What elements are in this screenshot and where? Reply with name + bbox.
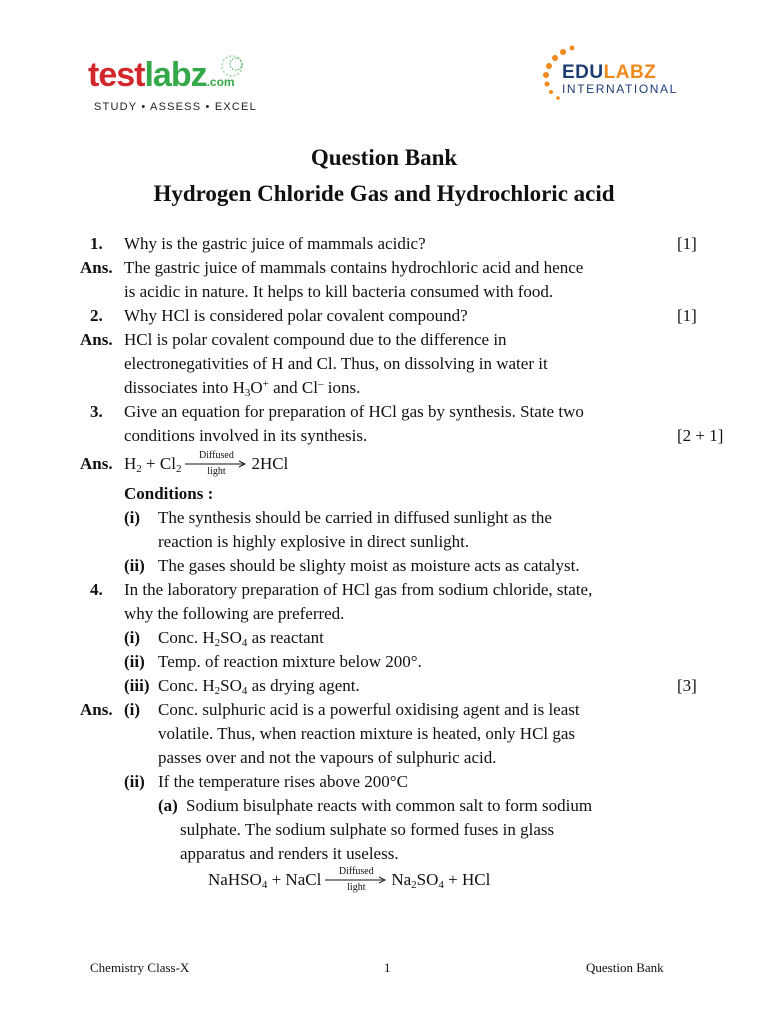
text-segment: and Cl [268, 378, 318, 397]
q2-marks: [1] [677, 306, 697, 325]
q2-ans-line3 [124, 376, 360, 400]
condition-i-line1: The synthesis should be carried in diffused sunlight as the [158, 508, 552, 527]
subscript: 2 [214, 685, 221, 697]
q4-ans-label: Ans. [80, 700, 113, 719]
text-segment: + Cl [141, 454, 176, 473]
footer-title: Question Bank [586, 960, 664, 975]
q1-text: Why is the gastric juice of mammals acidic? [124, 234, 426, 253]
conditions-heading: Conditions : [124, 484, 214, 503]
superscript: – [318, 378, 324, 390]
q3-text-line1: Give an equation for preparation of HCl gas by synthesis. State two [124, 402, 584, 421]
arrow-label-bottom: light [347, 882, 366, 893]
text-segment: + HCl [443, 870, 491, 889]
q2-ans-label: Ans. [80, 330, 113, 349]
logo-text-international: INTERNATIONAL [562, 82, 678, 96]
condition-i-line2: reaction is highly explosive in direct sunlight. [158, 532, 470, 551]
text-segment: dissociates into H [124, 378, 245, 397]
subscript: 3 [244, 387, 251, 399]
page-title: Question Bank [310, 145, 458, 170]
q4-marks: [3] [677, 676, 697, 695]
q4-text-line2: why the following are preferred. [124, 604, 345, 623]
q4-ans-i-line1: Conc. sulphuric acid is a powerful oxidising agent and is least [158, 700, 580, 719]
q4-ans-ii-label: (ii) [124, 772, 145, 791]
arrow-label-top: Diffused [199, 450, 234, 461]
q4-ans-i-line2: volatile. Thus, when reaction mixture is heated, only HCl gas [158, 724, 576, 743]
arrow-label-top: Diffused [338, 866, 374, 877]
q4-ans-i-label: (i) [124, 700, 141, 719]
q2-ans-line1: HCl is polar covalent compound due to the difference in [124, 330, 507, 349]
text-segment: Conc. H [158, 628, 215, 647]
q4-part-iii-text [158, 674, 360, 698]
text-segment: ions. [323, 378, 361, 397]
page-subtitle: Hydrogen Chloride Gas and Hydrochloric acid [153, 181, 615, 206]
logo-tagline: STUDY • ASSESS • EXCEL [94, 101, 257, 113]
text-segment: NaHSO [208, 870, 262, 889]
footer-page-number: 1 [384, 960, 391, 975]
q1-ans-line1: The gastric juice of mammals contains hydrochloric acid and hence [124, 258, 584, 277]
logo-text-labz-right: LABZ [603, 62, 657, 83]
q4-ans-a-line3: apparatus and renders it useless. [180, 844, 399, 863]
arrow-label-bottom: light [207, 466, 226, 477]
text-segment: 2HCl [251, 454, 289, 473]
q4-part-ii-text: Temp. of reaction mixture below 200°. [158, 652, 422, 671]
subscript: 2 [411, 879, 417, 891]
q3-marks: [2 + 1] [677, 426, 724, 445]
reaction-arrow [325, 868, 387, 892]
q4-part-ii-label: (ii) [124, 652, 145, 671]
text-segment: Na [391, 870, 412, 889]
q1-number: 1. [90, 234, 103, 253]
q2-number: 2. [90, 306, 103, 325]
condition-ii-label: (ii) [124, 556, 145, 575]
subscript: 4 [241, 685, 248, 697]
text-segment: + NaCl [267, 870, 322, 889]
q3-text-line2: conditions involved in its synthesis. [124, 426, 368, 445]
q1-marks: [1] [677, 234, 697, 253]
logo-text-labz: labz [144, 56, 207, 94]
subscript: 4 [241, 637, 248, 649]
condition-i-label: (i) [124, 508, 141, 527]
q4-equation [208, 868, 490, 892]
subscript: 2 [175, 463, 182, 475]
subscript: 4 [261, 879, 268, 891]
text-segment: as drying agent. [247, 676, 360, 695]
q4-ans-i-line3: passes over and not the vapours of sulphuric acid. [158, 748, 497, 767]
text-segment: SO [416, 870, 439, 889]
q1-ans-label: Ans. [80, 258, 113, 277]
text-segment: O [250, 378, 263, 397]
q4-ans-a-label: (a) [158, 796, 178, 815]
globe-icon [214, 54, 250, 78]
subscript: 4 [438, 879, 444, 891]
q4-number: 4. [90, 580, 103, 599]
q2-ans-line2: electronegativities of H and Cl. Thus, on dissolving in water it [124, 354, 548, 373]
q1-ans-line2: is acidic in nature. It helps to kill bacteria consumed with food. [124, 282, 554, 301]
subscript: 2 [214, 637, 221, 649]
q4-ans-a-line2: sulphate. The sodium sulphate so formed fuses in glass [180, 820, 555, 839]
text-segment: H [124, 454, 137, 473]
q2-text: Why HCl is considered polar covalent compound? [124, 306, 468, 325]
text-segment: SO [220, 628, 242, 647]
testlabz-logo [88, 56, 258, 113]
q4-part-iii-label: (iii) [124, 676, 150, 695]
q4-ans-ii-text: If the temperature rises above 200°C [158, 772, 408, 791]
logo-text-edu: EDU [562, 62, 604, 83]
text-segment: as reactant [247, 628, 324, 647]
logo-text-test: test [88, 56, 145, 94]
q3-equation [124, 452, 288, 476]
q3-number: 3. [90, 402, 103, 421]
superscript: + [262, 378, 269, 390]
reaction-arrow [185, 452, 247, 476]
q4-ans-a-line1: Sodium bisulphate reacts with common salt to form sodium [186, 796, 593, 815]
condition-ii-text: The gases should be slighty moist as moisture acts as catalyst. [158, 556, 580, 575]
logo-text-com: .com [206, 75, 235, 89]
subscript: 2 [136, 463, 142, 475]
footer-subject: Chemistry Class-X [90, 960, 190, 975]
q4-part-i-label: (i) [124, 628, 141, 647]
q4-text-line1: In the laboratory preparation of HCl gas from sodium chloride, state, [124, 580, 593, 599]
text-segment: SO [220, 676, 242, 695]
text-segment: Conc. H [158, 676, 215, 695]
edulabz-logo [540, 44, 700, 104]
q4-part-i-text [158, 626, 324, 650]
q3-ans-label: Ans. [80, 454, 113, 473]
